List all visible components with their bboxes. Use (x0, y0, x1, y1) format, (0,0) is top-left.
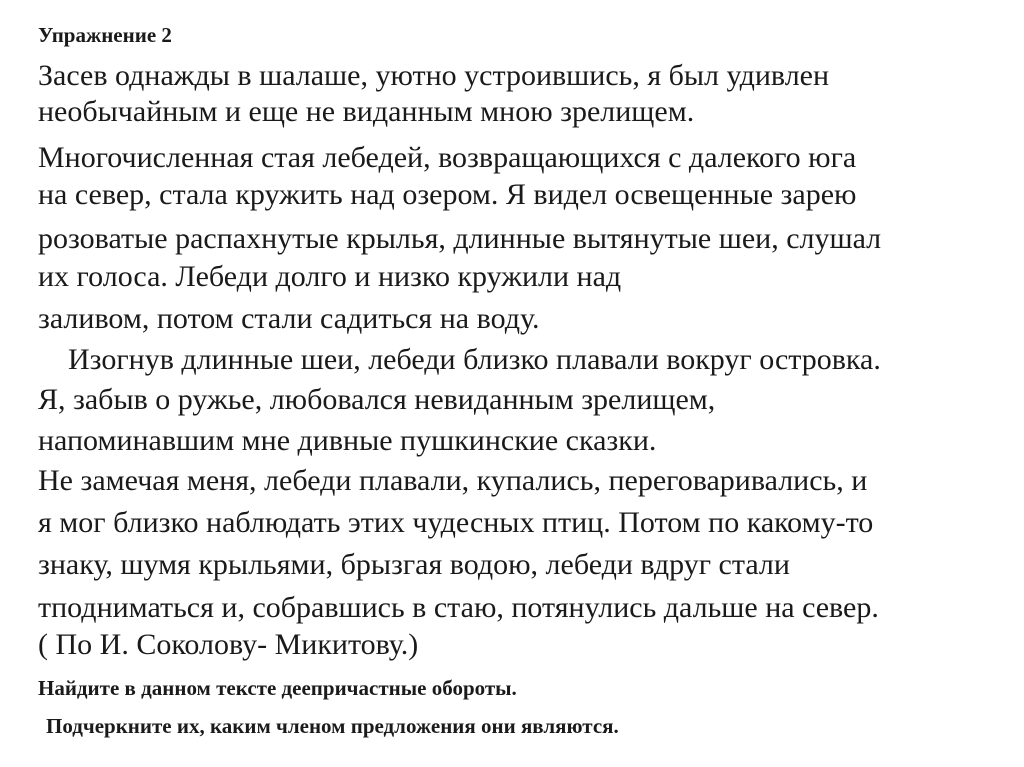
task-instruction: Найдите в данном тексте деепричастные обороты. (38, 676, 517, 700)
exercise-title: Упражнение 2 (38, 23, 172, 47)
task-instruction: Подчеркните их, каким членом предложения они являются. (46, 714, 619, 738)
text-line: Многочисленная стая лебедей, возвращающихся с далекого юга (38, 141, 857, 174)
text-line: их голоса. Лебеди долго и низко кружили над (38, 260, 622, 293)
text-line: Я, забыв о ружье, любовался невиданным зрелищем, (38, 383, 716, 416)
text-line: Засев однажды в шалаше, уютно устроившись, я был удивлен (38, 59, 830, 92)
text-line: на север, стала кружить над озером. Я видел освещенные зарею (38, 178, 857, 211)
text-line: тподниматься и, собравшись в стаю, потянулись дальше на север. (38, 591, 879, 624)
text-line: напоминавшим мне дивные пушкинские сказки. (38, 424, 657, 457)
text-line: я мог близко наблюдать этих чудесных птиц. Потом по какому-то (38, 506, 874, 539)
text-line: заливом, потом стали садиться на воду. (38, 302, 540, 335)
text-line: знаку, шумя крыльями, брызгая водою, лебеди вдруг стали (38, 548, 790, 581)
text-line: Не замечая меня, лебеди плавали, купались, переговаривались, и (38, 464, 868, 497)
text-line: розоватые распахнутые крылья, длинные вытянутые шеи, слушал (38, 222, 882, 255)
text-line: необычайным и еще не виданным мною зрелищем. (38, 95, 695, 128)
text-line-indented: Изогнув длинные шеи, лебеди близко плавали вокруг островка. (68, 343, 881, 376)
citation-line: ( По И. Соколову- Микитову.) (38, 628, 419, 661)
